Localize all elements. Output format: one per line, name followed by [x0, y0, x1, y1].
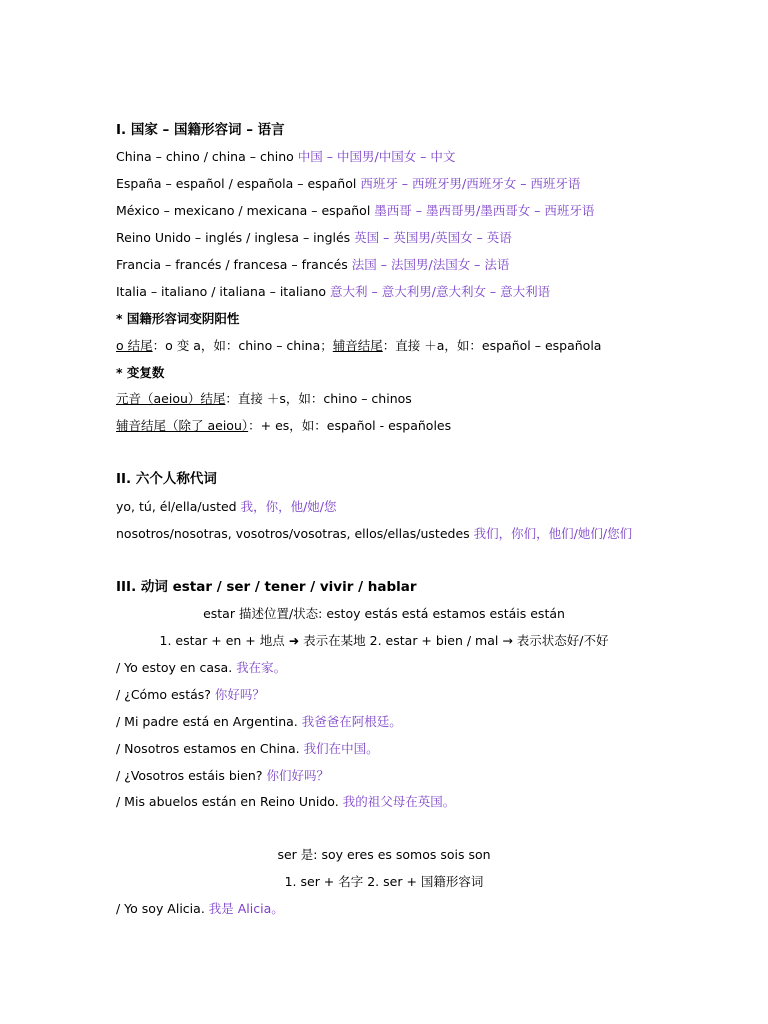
example-spanish: / ¿Vosotros estáis bien?: [116, 768, 263, 783]
country-row-chinese: 中国 – 中国男/中国女 – 中文: [297, 149, 456, 164]
gender-rule-text: [116, 337, 748, 355]
plural-rule-vowel-label: 元音（aeiou）结尾: [116, 391, 226, 406]
gender-rule-title: * 国籍形容词变阴阳性: [116, 311, 240, 326]
estar-usage: 1. estar + en + 地点 ➜ 表示在某地 2. estar + bien / mal → 表示状态好/不好: [159, 633, 609, 648]
country-row-chinese: 意大利 – 意大利男/意大利女 – 意大利语: [330, 284, 551, 299]
pronoun-spanish: yo, tú, él/ella/usted: [116, 499, 237, 514]
example-spanish: / Nosotros estamos en China.: [116, 741, 300, 756]
example-sentence: [116, 686, 748, 704]
plural-rule-vowel-text: ：直接 ＋s，如：chino – chinos: [225, 391, 412, 406]
country-row: [116, 202, 748, 220]
example-sentence: [116, 740, 748, 758]
country-row-chinese: 英国 – 英国男/英国女 – 英语: [354, 230, 512, 245]
section-3-heading: III. 动词 estar / ser / tener / vivir / hablar: [116, 579, 417, 595]
example-spanish: / Yo estoy en casa.: [116, 660, 233, 675]
country-row: [116, 175, 748, 193]
pronoun-spanish: nosotros/nosotras, vosotros/vosotras, ellos/ellas/ustedes: [116, 526, 470, 541]
country-row-chinese: 西班牙 – 西班牙男/西班牙女 – 西班牙语: [360, 176, 581, 191]
country-row: [116, 256, 748, 274]
example-chinese: 你好吗？: [214, 687, 265, 702]
country-row: [116, 283, 748, 301]
country-row-spanish: España – español / española – español: [116, 176, 357, 191]
gender-rule-vowel-label: o 结尾: [116, 338, 153, 353]
example-sentence: [116, 793, 748, 811]
example-sentence: [116, 713, 748, 731]
country-row-spanish: México – mexicano / mexicana – español: [116, 203, 371, 218]
country-row: [116, 229, 748, 247]
country-row-spanish: China – chino / china – chino: [116, 149, 294, 164]
pronoun-row-singular: [116, 498, 748, 516]
example-sentence: [116, 659, 748, 677]
pronoun-chinese: 我们，你们，他们/她们/您们: [473, 526, 633, 541]
country-row-chinese: 法国 – 法国男/法国女 – 法语: [351, 257, 510, 272]
plural-rule-title: * 变复数: [116, 365, 165, 380]
example-chinese: 我爸爸在阿根廷。: [301, 714, 402, 729]
ser-conjugation: ser 是: soy eres es somos sois son: [277, 847, 491, 862]
example-spanish: / Mi padre está en Argentina.: [116, 714, 298, 729]
country-row: [116, 148, 748, 166]
example-sentence: [116, 767, 748, 785]
gender-rule-consonant-text: ：直接 ＋a，如：español – española: [382, 338, 602, 353]
example-chinese: 我是 Alicia。: [208, 901, 284, 916]
plural-rule-consonant: [116, 417, 748, 435]
pronoun-chinese: 我，你，他/她/您: [240, 499, 337, 514]
ser-usage: 1. ser + 名字 2. ser + 国籍形容词: [284, 874, 484, 889]
example-chinese: 我们在中国。: [303, 741, 379, 756]
example-chinese: 我的祖父母在英国。: [342, 794, 456, 809]
example-spanish: / Mis abuelos están en Reino Unido.: [116, 794, 339, 809]
estar-conjugation: estar 描述位置/状态: estoy estás está estamos estáis están: [203, 606, 565, 621]
gender-rule-vowel-text: ：o 变 a，如：chino – china；: [152, 338, 333, 353]
country-row-chinese: 墨西哥 – 墨西哥男/墨西哥女 – 西班牙语: [374, 203, 595, 218]
plural-rule-vowel: [116, 390, 748, 408]
plural-rule-consonant-text: ：+ es，如：español - españoles: [248, 418, 452, 433]
country-row-spanish: Francia – francés / francesa – francés: [116, 257, 348, 272]
example-spanish: / ¿Cómo estás?: [116, 687, 211, 702]
section-1-heading: I. 国家 – 国籍形容词 – 语言: [116, 122, 285, 138]
country-row-spanish: Reino Unido – inglés / inglesa – inglés: [116, 230, 351, 245]
pronoun-row-plural: [116, 525, 748, 543]
example-chinese: 我在家。: [236, 660, 287, 675]
example-sentence: [116, 900, 748, 918]
example-spanish: / Yo soy Alicia.: [116, 901, 205, 916]
plural-rule-consonant-label: 辅音结尾（除了 aeiou）: [116, 418, 249, 433]
example-chinese: 你们好吗？: [266, 768, 329, 783]
country-row-spanish: Italia – italiano / italiana – italiano: [116, 284, 327, 299]
gender-rule-consonant-label: 辅音结尾: [332, 338, 383, 353]
section-2-heading: II. 六个人称代词: [116, 471, 217, 487]
